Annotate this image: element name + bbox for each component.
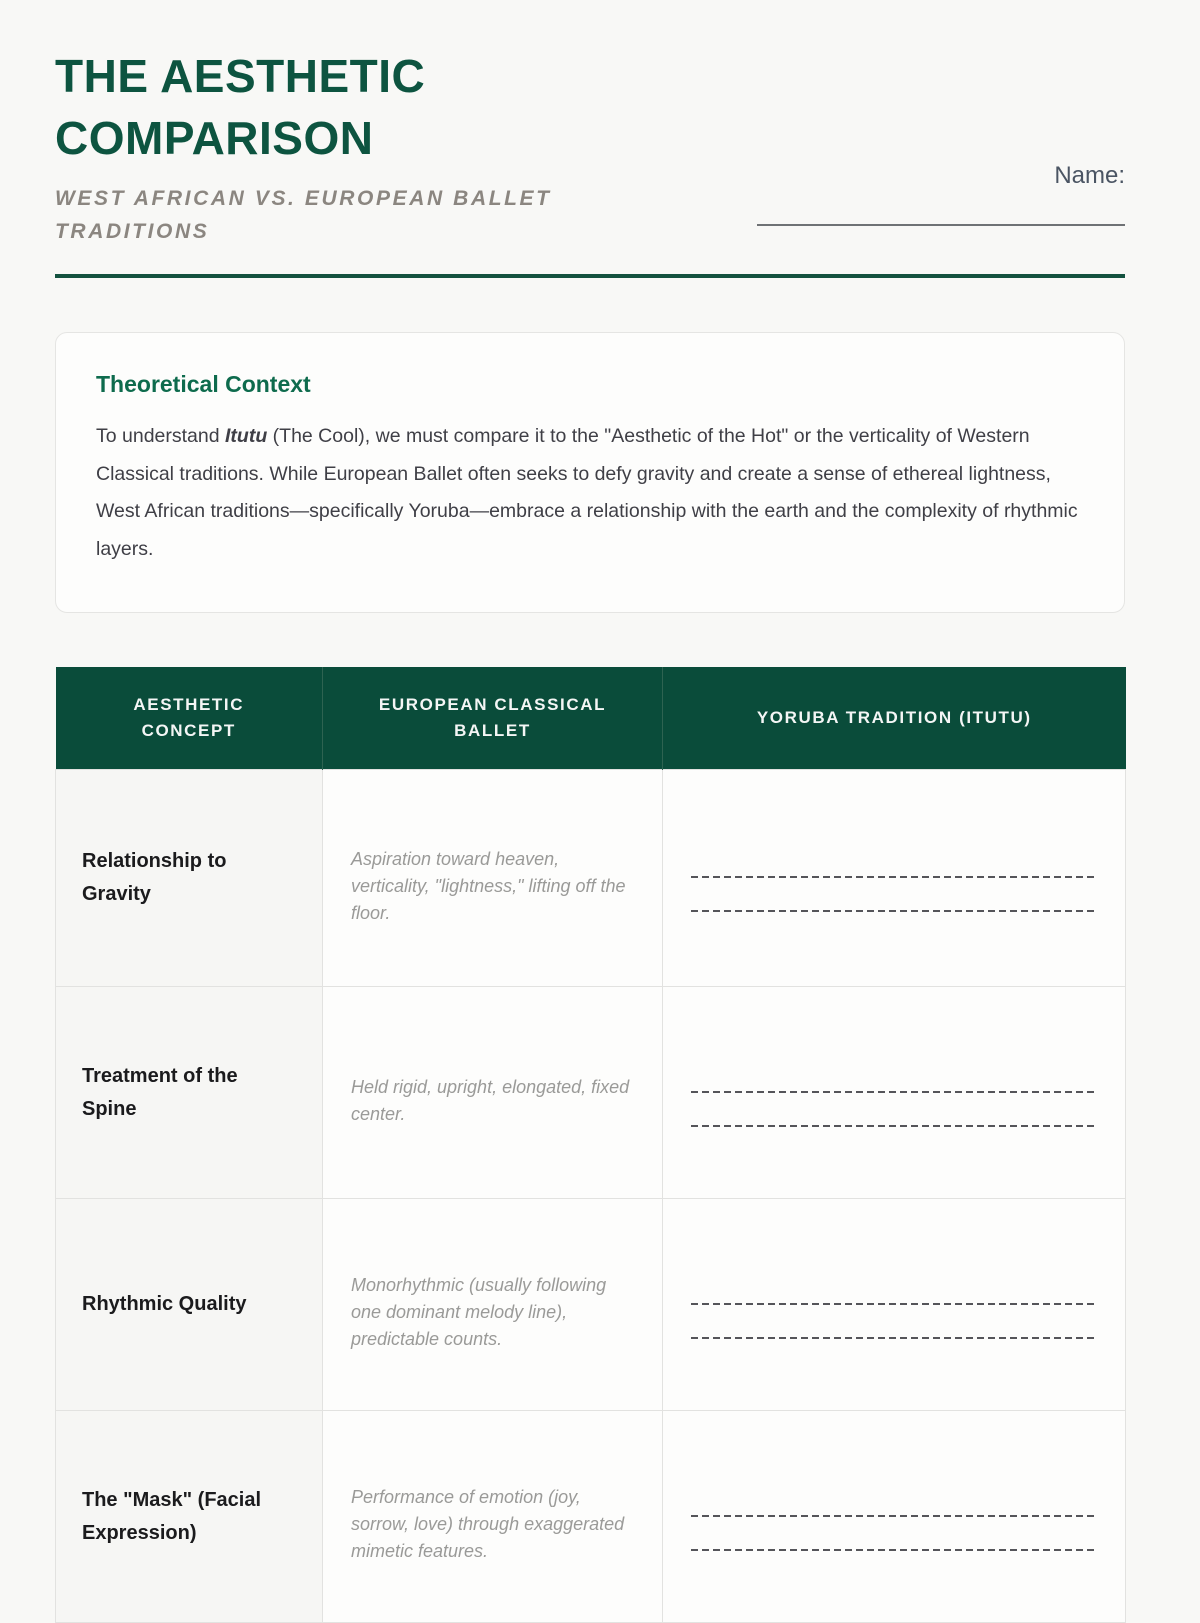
answer-blanks <box>691 1303 1097 1339</box>
answer-blank-line[interactable] <box>691 1337 1097 1339</box>
name-fill-in-line[interactable] <box>757 224 1125 226</box>
column-header-aesthetic-concept: AESTHETIC CONCEPT <box>56 667 323 770</box>
header-row <box>56 667 1126 770</box>
ballet-description-cell <box>323 1199 663 1411</box>
page-title-line-1: THE AESTHETIC <box>55 50 426 102</box>
ballet-description-cell <box>323 1411 663 1623</box>
answer-blank-line[interactable] <box>691 1091 1097 1093</box>
name-label: Name: <box>1054 162 1125 189</box>
title-block <box>55 46 552 248</box>
table-row <box>56 1199 1126 1411</box>
table-row <box>56 1411 1126 1623</box>
answer-blank-line[interactable] <box>691 876 1097 878</box>
concept-cell: Treatment of the Spine <box>56 987 323 1199</box>
concept-cell: Relationship to Gravity <box>56 770 323 987</box>
page-subtitle <box>55 183 552 248</box>
column-header-european-classical-ballet: EUROPEAN CLASSICAL BALLET <box>323 667 663 770</box>
answer-cell <box>663 1411 1126 1623</box>
answer-blank-line[interactable] <box>691 1515 1097 1517</box>
name-block <box>757 46 1125 226</box>
answer-blanks <box>691 1091 1097 1127</box>
answer-blank-line[interactable] <box>691 910 1097 912</box>
comparison-table-header <box>56 667 1126 770</box>
context-text-suffix: (The Cool), we must compare it to the "Aesthetic of the Hot" or the verticality of Western Classical traditions. While European Ballet often seeks to defy gravity and create a sense of ethereal lightness, West African traditions—specifically Yoruba—embrace a relationship with the earth and the complexity of rhythmic layers. <box>96 425 1078 560</box>
answer-cell <box>663 987 1126 1199</box>
context-heading: Theoretical Context <box>96 371 311 398</box>
table-row <box>56 770 1126 987</box>
context-paragraph <box>96 418 1084 568</box>
ballet-description-text: Performance of emotion (joy, sorrow, love) through exaggerated mimetic features. <box>351 1487 625 1562</box>
answer-blank-line[interactable] <box>691 1549 1097 1551</box>
page-subtitle-line-1: WEST AFRICAN VS. EUROPEAN BALLET <box>55 187 552 211</box>
page-subtitle-line-2: TRADITIONS <box>55 219 210 243</box>
concept-cell: The "Mask" (Facial Expression) <box>56 1411 323 1623</box>
ballet-description-text: Aspiration toward heaven, verticality, "lightness," lifting off the floor. <box>351 848 626 923</box>
ballet-description-cell <box>323 987 663 1199</box>
page <box>55 0 1125 1623</box>
answer-blank-line[interactable] <box>691 1303 1097 1305</box>
answer-cell <box>663 770 1126 987</box>
ballet-description-text: Monorhythmic (usually following one dominant melody line), predictable counts. <box>351 1275 607 1350</box>
comparison-table <box>55 667 1126 1623</box>
ballet-description-cell <box>323 770 663 987</box>
answer-blanks <box>691 876 1097 912</box>
context-text-prefix: To understand <box>96 425 226 448</box>
context-term-itutu: Itutu <box>225 425 268 448</box>
column-header-yoruba-tradition: YORUBA TRADITION (ITUTU) <box>663 667 1126 770</box>
page-title-line-2: COMPARISON <box>55 111 374 164</box>
theoretical-context-box <box>55 332 1125 613</box>
ballet-description-text: Held rigid, upright, elongated, fixed center. <box>351 1076 630 1124</box>
table-row <box>56 987 1126 1199</box>
header-divider <box>55 274 1125 278</box>
answer-blank-line[interactable] <box>691 1125 1097 1127</box>
answer-cell <box>663 1199 1126 1411</box>
concept-cell: Rhythmic Quality <box>56 1199 323 1411</box>
page-header <box>55 46 1125 248</box>
page-title <box>55 46 552 169</box>
answer-blanks <box>691 1515 1097 1551</box>
